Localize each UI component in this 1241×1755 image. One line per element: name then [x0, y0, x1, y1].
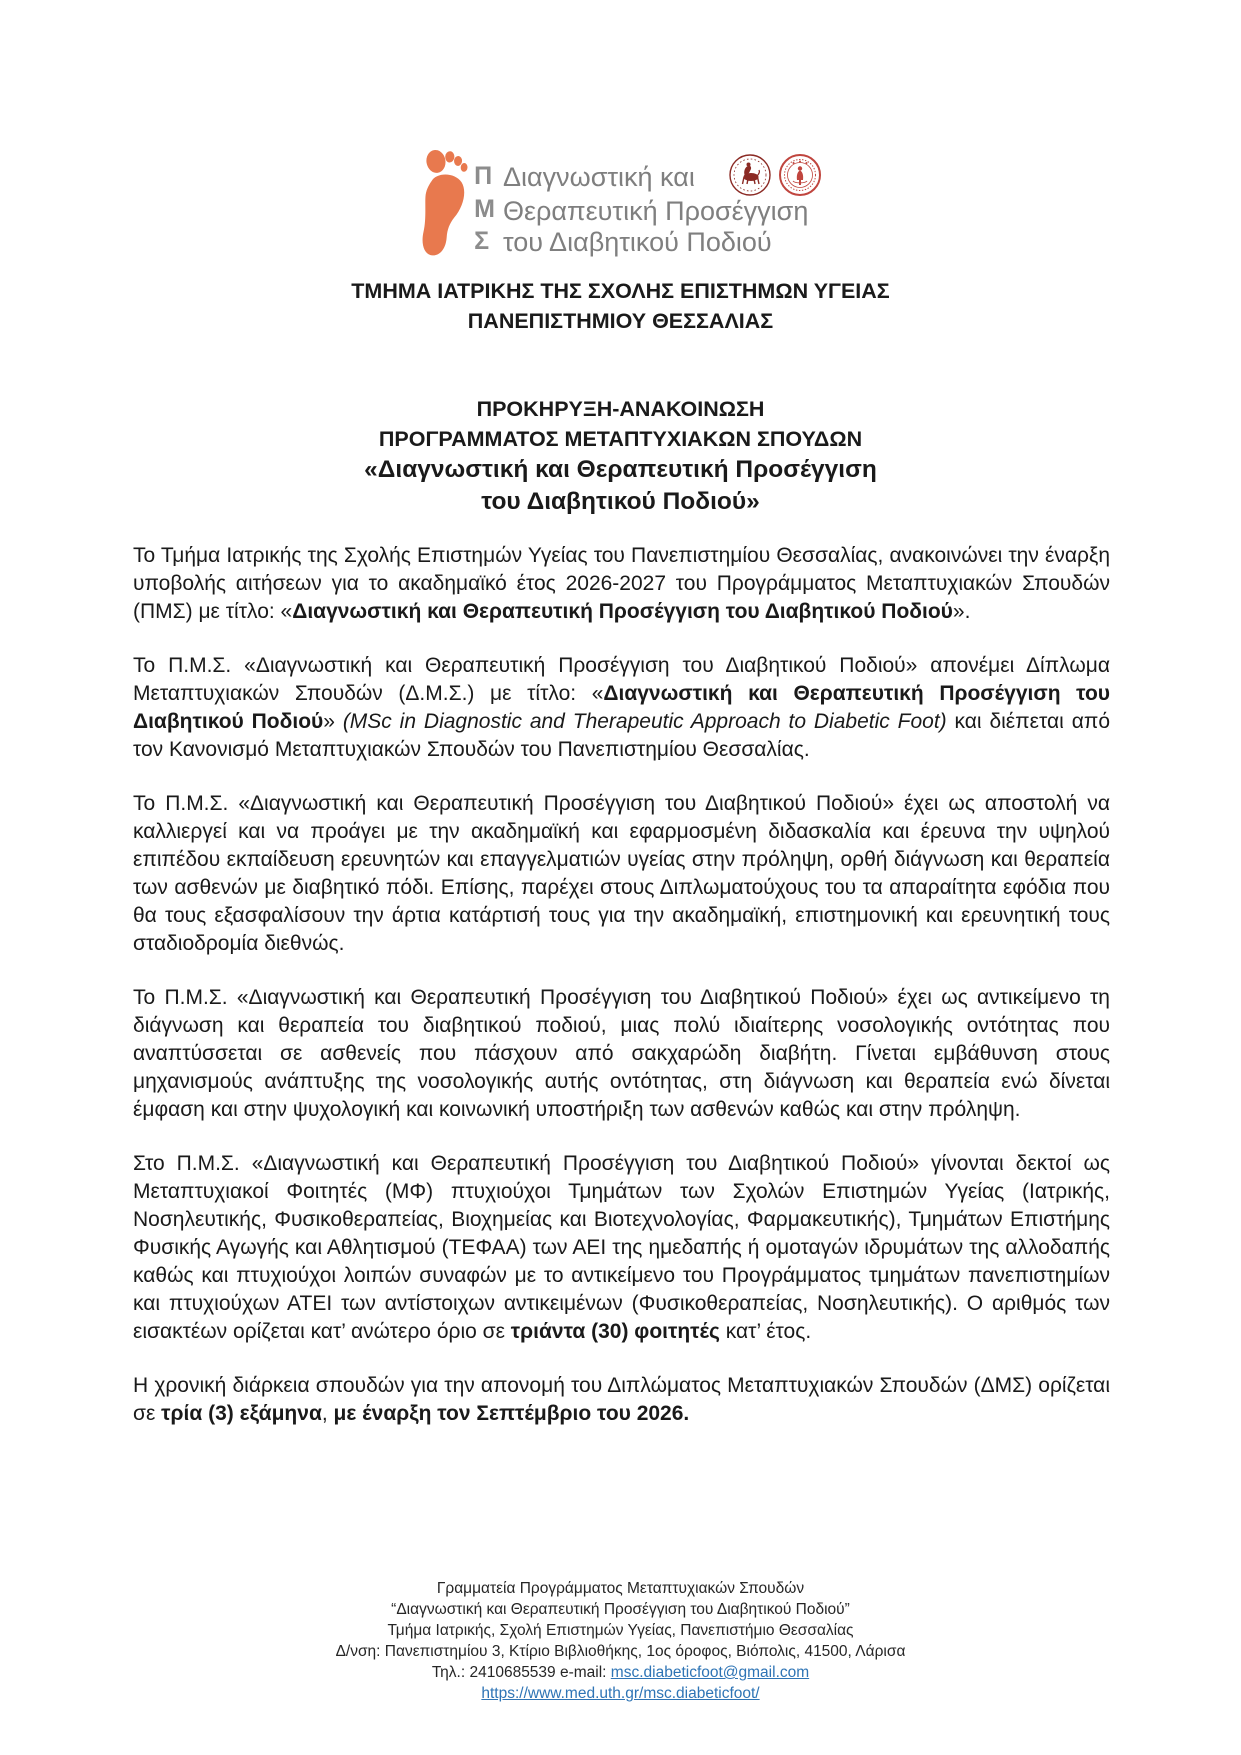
footer-contact-line	[0, 1662, 1241, 1683]
university-of-thessaly-seal-icon	[729, 154, 771, 196]
logo-title	[503, 162, 821, 258]
body-paragraph: Στο Π.Μ.Σ. «Διαγνωστική και Θεραπευτική Προσέγγιση του Διαβητικού Ποδιού» γίνονται δεκτοί ως Μεταπτυχιακοί Φοιτητές (ΜΦ) πτυχιούχοι Τμημάτων των Σχολών Επιστημών Υγείας (Ιατρικής, Νοσηλευτικής, Φυσικοθεραπείας, Βιοχημείας και Βιοτεχνολογίας, Φαρμακευτικής), Τμημάτων Επιστήμης Φυσικής Αγωγής και Αθλητισμού (ΤΕΦΑΑ) των ΑΕΙ της ημεδαπής ή ομοταγών ιδρυμάτων της αλλοδαπής καθώς και πτυχιούχοι λοιπών συναφών με το αντικείμενο του Προγράμματος τμημάτων πανεπιστημίων και πτυχιούχων ΑΤΕΙ των αντίστοιχων αντικειμένων (Φυσικοθεραπείας, Νοσηλευτικής). Ο αριθμός των εισακτέων ορίζεται κατ’ ανώτερο όριο σε τριάντα (30) φοιτητές κατ’ έτος.	[133, 1152, 1110, 1343]
logo-letter: Σ	[474, 227, 490, 255]
logo-letter: Π	[474, 162, 493, 190]
document-footer	[0, 1578, 1241, 1704]
logo-title-line: του Διαβητικού Ποδιού	[502, 227, 772, 257]
program-logo	[0, 148, 1241, 260]
footer-line: Τμήμα Ιατρικής, Σχολή Επιστημών Υγείας, Πανεπιστήμιο Θεσσαλίας	[387, 1622, 854, 1639]
program-title-line: «Διαγνωστική και Θεραπευτική Προσέγγιση	[364, 456, 877, 483]
footer-line: “Διαγνωστική και Θεραπευτική Προσέγγιση του Διαβητικού Ποδιού”	[391, 1601, 850, 1618]
body-paragraph: Το Τμήμα Ιατρικής της Σχολής Επιστημών Υγείας του Πανεπιστημίου Θεσσαλίας, ανακοινώνει την έναρξη υποβολής αιτήσεων για το ακαδημαϊκό έτος 2026-2027 του Προγράμματος Μεταπτυχιακών Σπουδών (ΠΜΣ) με τίτλο: «Διαγνωστική και Θεραπευτική Προσέγγιση του Διαβητικού Ποδιού».	[133, 544, 1110, 623]
announcement-heading	[0, 394, 1241, 454]
medical-school-seal-icon	[779, 154, 821, 196]
footprint-icon	[416, 147, 470, 262]
logo-letter: Μ	[474, 194, 495, 223]
body-paragraph: Το Π.Μ.Σ. «Διαγνωστική και Θεραπευτική Προσέγγιση του Διαβητικού Ποδιού» έχει ως αποστολή να καλλιεργεί και να προάγει με την ακαδημαϊκή και εφαρμοσμένη διδασκαλία και έρευνα την υψηλού επιπέδου εκπαίδευση ερευνητών και επαγγελματιών υγείας στην πρόληψη, ορθή διάγνωση και θεραπεία των ασθενών με διαβητικό πόδι. Επίσης, παρέχει στους Διπλωματούχους του τα απαραίτητα εφόδια που θα τους εξασφαλίσουν την άρτια κατάρτισή τους για την ακαδημαϊκή, επιστημονική και ερευνητική τους σταδιοδρομία διεθνώς.	[133, 792, 1110, 955]
logo-title-line: Διαγνωστική και	[502, 162, 695, 192]
footer-line: Δ/νση: Πανεπιστημίου 3, Κτίριο Βιβλιοθήκης, 1ος όροφος, Βιόπολις, 41500, Λάρισα	[335, 1643, 906, 1660]
body-paragraph: Το Π.Μ.Σ. «Διαγνωστική και Θεραπευτική Προσέγγιση του Διαβητικού Ποδιού» έχει ως αντικείμενο τη διάγνωση και θεραπεία του διαβητικού ποδιού, μιας πολύ ιδιαίτερης νοσολογικής οντότητας που αναπτύσσεται σε ασθενείς που πάσχουν από σακχαρώδη διαβήτη. Γίνεται εμβάθυνση στους μηχανισμούς ανάπτυξης της νοσολογικής αυτής οντότητας, στη διάγνωση και θεραπεία ενώ δίνεται έμφαση και στην ψυχολογική και κοινωνική υποστήριξη των ασθενών καθώς και στην πρόληψη.	[133, 986, 1110, 1121]
body-paragraph: Η χρονική διάρκεια σπουδών για την απονομή του Διπλώματος Μεταπτυχιακών Σπουδών (ΔΜΣ) ορίζεται σε τρία (3) εξάμηνα, με έναρξη τον Σεπτέμβριο του 2026.	[133, 1374, 1110, 1425]
footer-contact-prefix: Τηλ.: 2410685539 e-mail:	[431, 1664, 611, 1681]
website-link[interactable]: https://www.med.uth.gr/msc.diabeticfoot/	[481, 1685, 760, 1702]
footer-website-line	[0, 1683, 1241, 1704]
document-body	[0, 542, 1241, 1598]
program-title-line: του Διαβητικού Ποδιού»	[481, 488, 760, 515]
footer-line: Γραμματεία Προγράμματος Μεταπτυχιακών Σπουδών	[436, 1580, 805, 1597]
announcement-line: ΠΡΟΚΗΡΥΞΗ-ΑΝΑΚΟΙΝΩΣΗ	[476, 397, 765, 421]
logo-acronym-pms	[474, 164, 495, 254]
logo-title-line: Θεραπευτική Προσέγγιση	[502, 196, 809, 226]
department-line: ΤΜΗΜΑ ΙΑΤΡΙΚΗΣ ΤΗΣ ΣΧΟΛΗΣ ΕΠΙΣΤΗΜΩΝ ΥΓΕΙΑΣ	[351, 279, 890, 303]
department-heading	[0, 276, 1241, 336]
email-link[interactable]: msc.diabeticfoot@gmail.com	[610, 1664, 810, 1681]
university-seals	[729, 154, 821, 196]
announcement-line: ΠΡΟΓΡΑΜΜΑΤΟΣ ΜΕΤΑΠΤΥΧΙΑΚΩΝ ΣΠΟΥΔΩΝ	[378, 427, 863, 451]
department-line: ΠΑΝΕΠΙΣΤΗΜΙΟΥ ΘΕΣΣΑΛΙΑΣ	[467, 309, 774, 333]
body-paragraph: Το Π.Μ.Σ. «Διαγνωστική και Θεραπευτική Προσέγγιση του Διαβητικού Ποδιού» απονέμει Δίπλωμα Μεταπτυχιακών Σπουδών (Δ.Μ.Σ.) με τίτλο: «Διαγνωστική και Θεραπευτική Προσέγγιση του Διαβητικού Ποδιού» (MSc in Diagnostic and Therapeutic Approach to Diabetic Foot) και διέπεται από τον Κανονισμό Μεταπτυχιακών Σπουδών του Πανεπιστημίου Θεσσαλίας.	[133, 654, 1111, 761]
program-title-heading	[0, 454, 1241, 518]
